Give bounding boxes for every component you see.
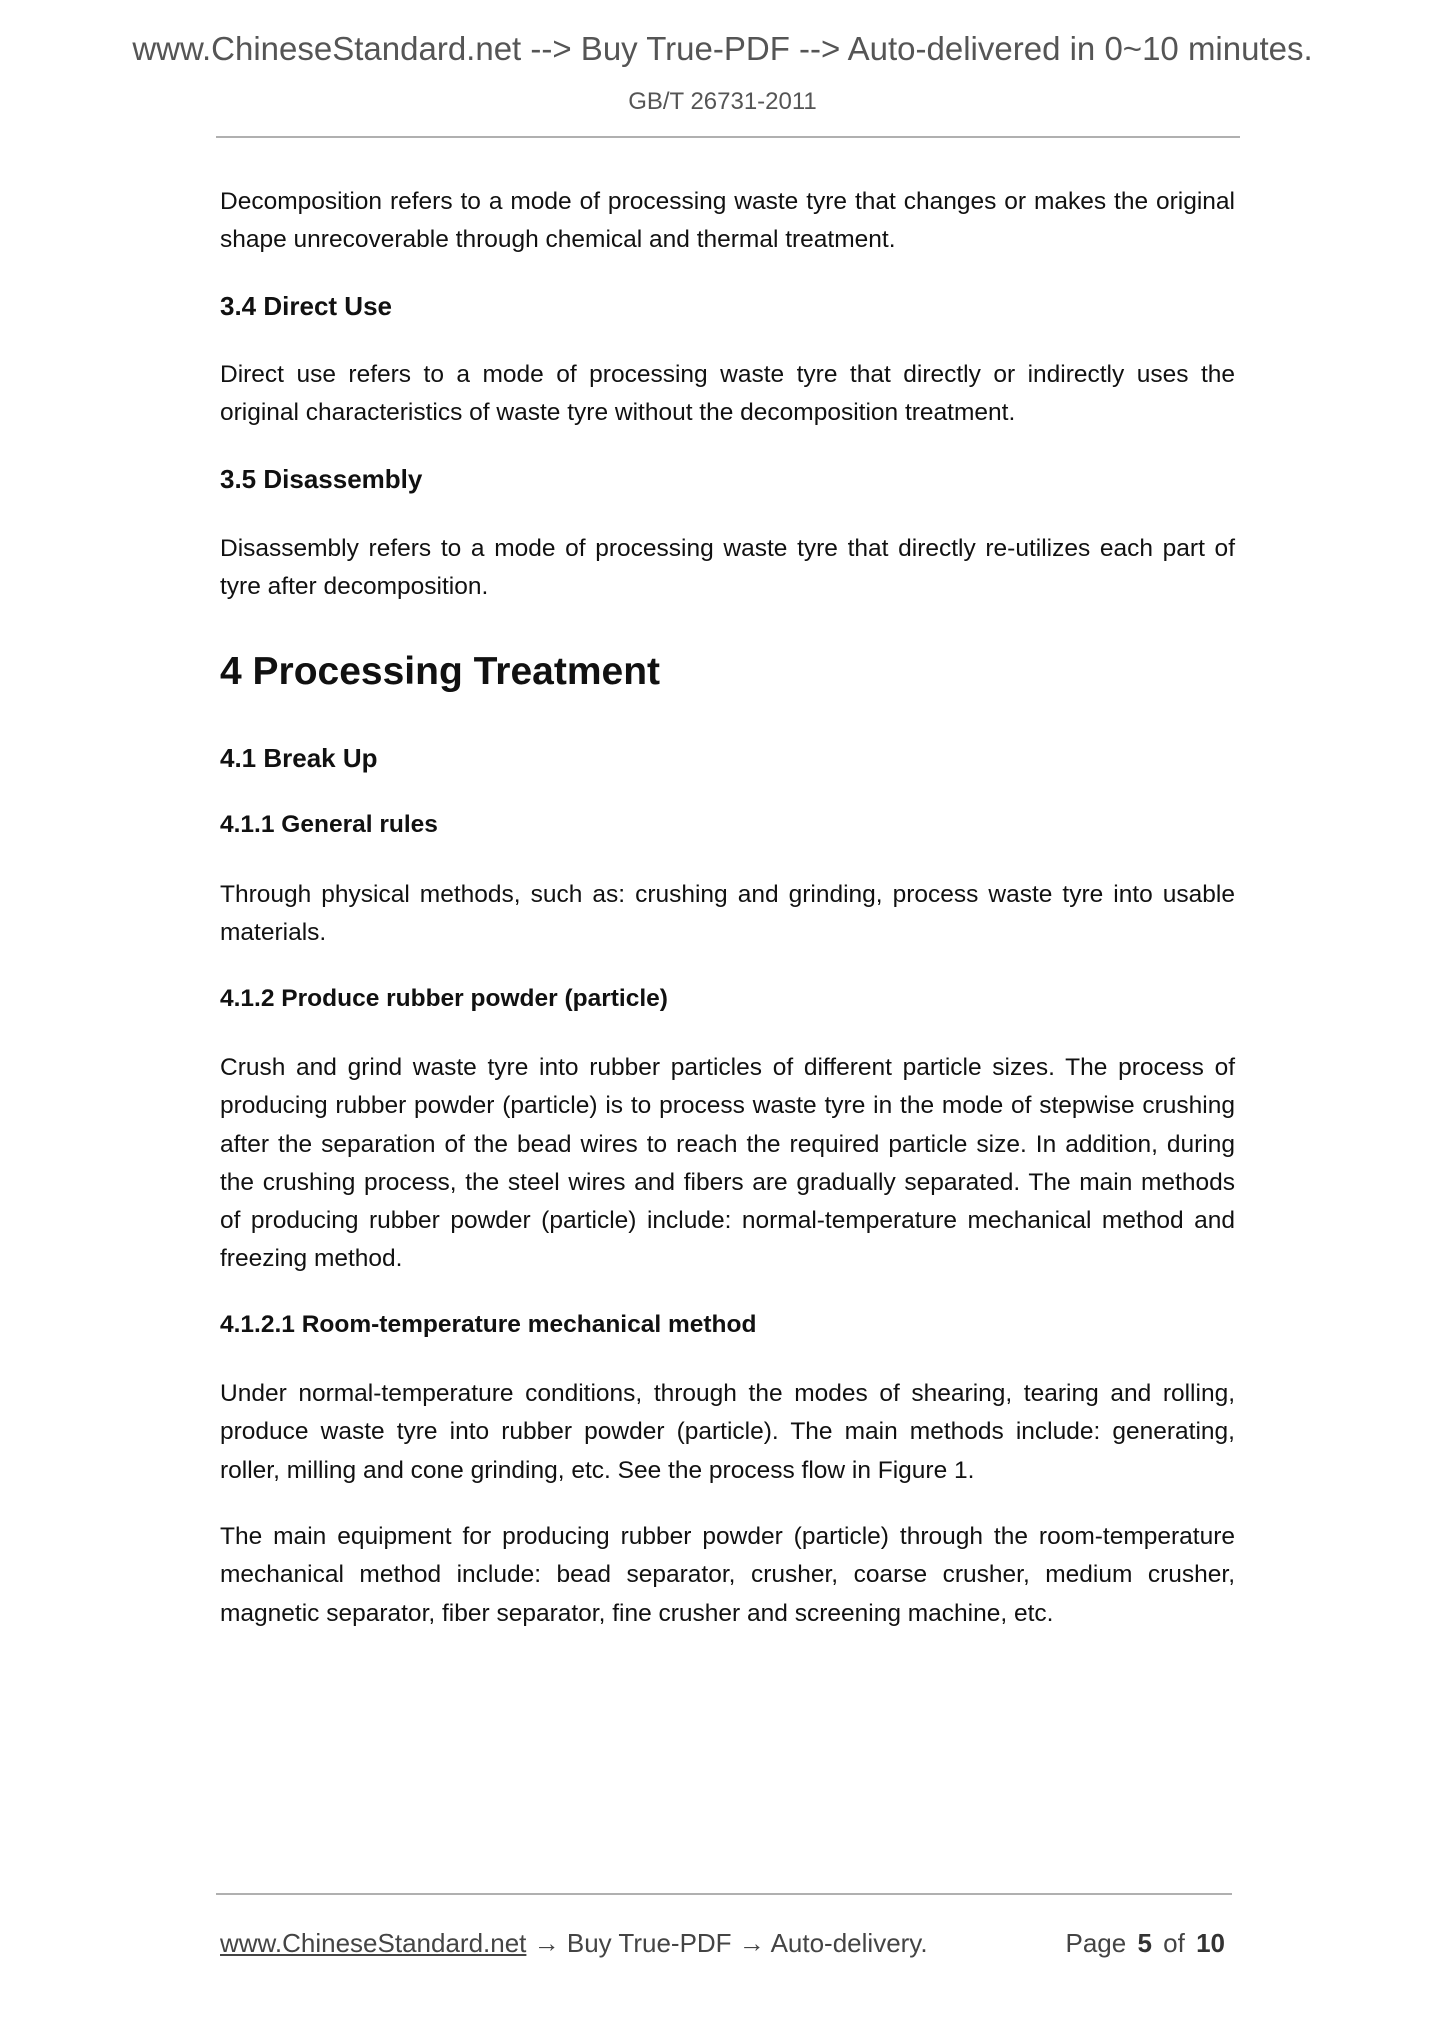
page-number: 5 (1137, 1928, 1152, 1958)
paragraph: Under normal-temperature conditions, through the modes of shearing, tearing and rolling, produce waste tyre into rubber powder (particle). The main methods include: generating, roller, milling and cone grinding, etc. See the process flow in Figure 1. (220, 1380, 1235, 1484)
subsection-heading: 4.1.1 General rules (220, 811, 438, 838)
footer-text: → Buy True-PDF → Auto-delivery. (526, 1928, 928, 1958)
page-total: 10 (1196, 1928, 1225, 1958)
paragraph: Through physical methods, such as: crushing and grinding, process waste tyre into usable materials. (220, 881, 1235, 947)
section-heading: 4.1 Break Up (220, 743, 378, 773)
section-heading: 3.5 Disassembly (220, 464, 423, 494)
paragraph: Decomposition refers to a mode of processing waste tyre that changes or makes the original shape unrecoverable through chemical and thermal treatment. (220, 188, 1235, 254)
paragraph: The main equipment for producing rubber powder (particle) through the room-temperature mechanical method include: bead separator, crusher, coarse crusher, medium crusher, magnetic separator, fiber separator, fine crusher and screening machine, etc. (220, 1523, 1235, 1627)
footer-divider (216, 1893, 1232, 1895)
footer-promo (220, 1928, 928, 1959)
paragraph: Direct use refers to a mode of processing waste tyre that directly or indirectly uses the original characteristics of waste tyre without the decomposition treatment. (220, 361, 1235, 427)
chapter-heading: 4 Processing Treatment (220, 650, 661, 693)
page-indicator (1065, 1928, 1225, 1959)
of-label: of (1163, 1928, 1185, 1958)
paragraph: Disassembly refers to a mode of processing waste tyre that directly re-utilizes each part of tyre after decomposition. (220, 535, 1235, 601)
section-heading: 3.4 Direct Use (220, 291, 392, 321)
subsection-heading: 4.1.2 Produce rubber powder (particle) (220, 985, 668, 1012)
paragraph: Crush and grind waste tyre into rubber particles of different particle sizes. The process of producing rubber powder (particle) is to process waste tyre in the mode of stepwise crushing after the separation of the bead wires to reach the required particle size. In addition, during the crushing process, the steel wires and fibers are gradually separated. The main methods of producing rubber powder (particle) include: normal-temperature mechanical method and freezing method. (220, 1054, 1235, 1273)
page-label: Page (1065, 1928, 1127, 1958)
header-banner: www.ChineseStandard.net --> Buy True-PDF --> Auto-delivered in 0~10 minutes. (132, 30, 1313, 67)
subsection-heading: 4.1.2.1 Room-temperature mechanical method (220, 1311, 757, 1338)
header-divider (216, 136, 1240, 138)
footer-link[interactable]: www.ChineseStandard.net (220, 1928, 527, 1958)
document-id: GB/T 26731-2011 (628, 88, 817, 115)
